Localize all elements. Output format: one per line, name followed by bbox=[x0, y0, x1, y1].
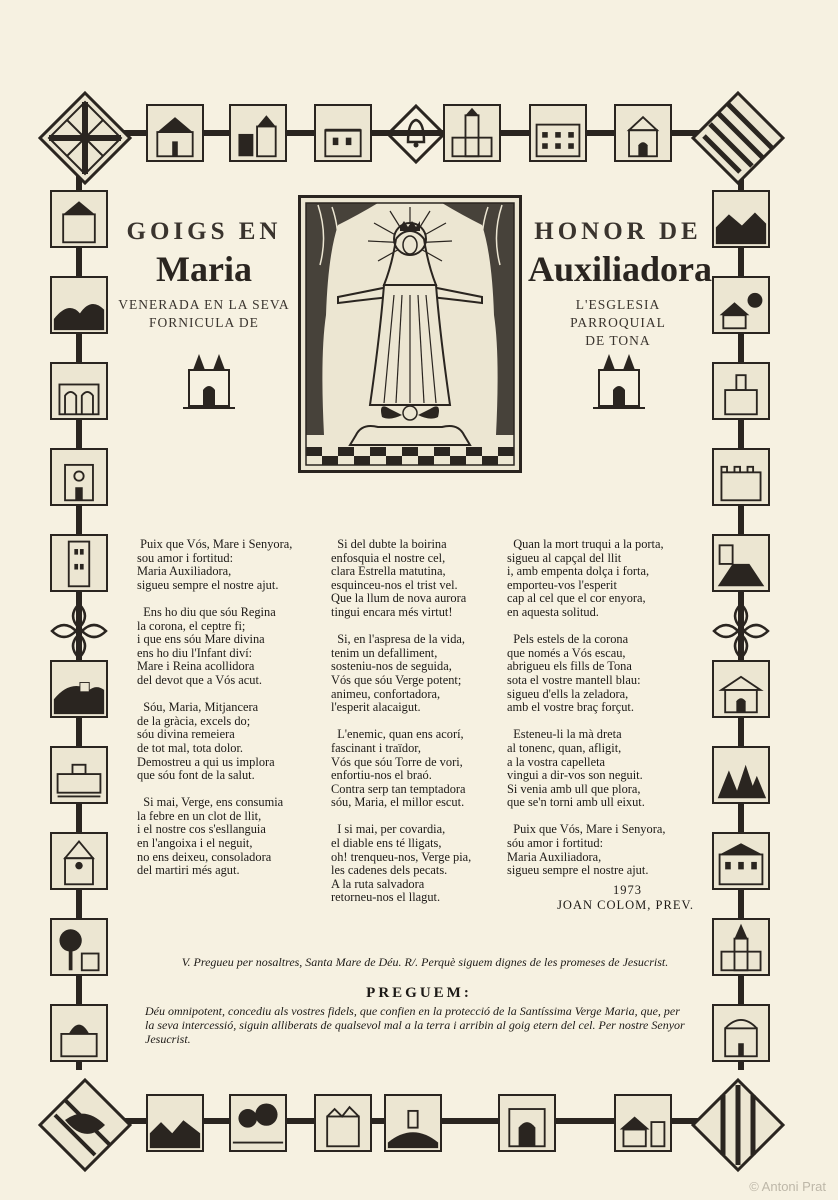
townhall-vignette-icon bbox=[712, 832, 770, 890]
chapel-vignette-icon bbox=[712, 362, 770, 420]
farmhouse-vignette-icon bbox=[712, 276, 770, 334]
signature-year: 1973 bbox=[613, 883, 642, 897]
chapel-vignette-icon bbox=[614, 104, 672, 162]
signature-author: JOAN COLOM, PREV. bbox=[557, 898, 694, 912]
farmstead-vignette-icon bbox=[614, 1094, 672, 1152]
title-fornicula: FORNICULA DE bbox=[149, 315, 259, 330]
versicle-response: V. Pregueu per nosaltres, Santa Mare de Déu. R/. Perquè siguem dignes de les promeses de Jesucrist. bbox=[181, 955, 669, 969]
title-tona: DE TONA bbox=[585, 333, 651, 348]
landscape-vignette-icon bbox=[50, 276, 108, 334]
tree-vignette-icon bbox=[50, 918, 108, 976]
bell-tower-vignette-icon bbox=[443, 104, 501, 162]
quatrefoil-ornament-icon bbox=[46, 598, 112, 664]
coat-of-arms-striped-icon bbox=[688, 88, 788, 188]
village-vignette-icon bbox=[229, 104, 287, 162]
coat-of-arms-icon bbox=[35, 88, 135, 188]
castle-vignette-icon bbox=[712, 448, 770, 506]
coat-of-arms-striped-icon bbox=[688, 1075, 788, 1175]
tower-vignette-icon bbox=[50, 534, 108, 592]
hill-church-vignette-icon bbox=[384, 1094, 442, 1152]
trees-vignette-icon bbox=[229, 1094, 287, 1152]
chapel-vignette-icon bbox=[50, 190, 108, 248]
title-left-block bbox=[112, 218, 296, 332]
sanctuary-vignette-icon bbox=[712, 1004, 770, 1062]
domed-church-vignette-icon bbox=[50, 1004, 108, 1062]
church-facade-vignette-icon bbox=[50, 448, 108, 506]
prayer-text: Déu omnipotent, concediu als vostres fidels, que confien en la protecció de la Santíssima Verge Maria, que, per la seva intercessió, siguin alliberats de qualsevol mal a la terra i arribin al goig etern del cel. Per nostre Senyor Jesucrist. bbox=[145, 1004, 685, 1046]
hillside-vignette-icon bbox=[50, 660, 108, 718]
church-drawing-icon bbox=[593, 350, 645, 410]
house-vignette-icon bbox=[314, 104, 372, 162]
title-maria: Maria bbox=[156, 249, 252, 289]
verse-column-3: Quan la mort truqui a la porta, sigueu al capçal del llit i, amb empenta dolça i forta, emporteu-vos l'esperit cap al cel que el cor enyora, en aquesta solitud. Pels estels de la corona que només a Vós escau, abrigueu els fills de Tona sota el vostre mantell blau: sigueu d'ells la zeladora, amb el vostre braç forçut. Esteneu-li la mà dreta al tonenc, quan, afligit, a la vostra capelleta vingui a dir-vos son neguit. Si venia amb ull que plora, que se'n torni amb ull eixut. Puix que Vós, Mare i Senyora, sóu amor i fortitud: Maria Auxiliadora, sigueu sempre el nostre ajut. bbox=[507, 537, 666, 878]
arch-gate-vignette-icon bbox=[498, 1094, 556, 1152]
verse-column-2: Si del dubte la boirina enfosquia el nostre cel, clara Estrella matutina, esquinceu-nos el trist vel. Que la llum de nova aurora tingui encara més virtut! Si, en l'aspresa de la vida, tenim un defalliment, sosteniu-nos de seguida, Vós que sóu Verge potent; animeu, confortadora, l'esperit alacaigut. L'enemic, quan ens acorí, fascinant i traïdor, Vós que sóu Torre de vori, enfortiu-nos el braó. Contra serp tan temptadora sóu, Maria, el millor escut. I si mai, per covardia, el diable ens té lligats, oh! trenqueu-nos, Verge pia, les cadenes dels pecats. A la ruta salvadora retorneu-nos el llagut. bbox=[331, 537, 472, 905]
title-right-block bbox=[528, 218, 713, 350]
title-esglesia: L'ESGLESIA PARROQUIAL bbox=[570, 297, 666, 330]
title-venerada: VENERADA EN LA SEVA bbox=[118, 297, 290, 312]
title-goigs-en: GOIGS EN bbox=[126, 218, 282, 245]
copyright-watermark: © Antoni Prat bbox=[749, 1179, 826, 1194]
church-vignette-icon bbox=[50, 832, 108, 890]
title-auxiliadora: Auxiliadora bbox=[528, 249, 713, 289]
virgin-mary-woodcut-image bbox=[298, 195, 522, 473]
hermitage-vignette-icon bbox=[712, 660, 770, 718]
ruins-vignette-icon bbox=[50, 362, 108, 420]
palace-vignette-icon bbox=[50, 746, 108, 804]
ruin-vignette-icon bbox=[314, 1094, 372, 1152]
quatrefoil-ornament-icon bbox=[708, 598, 774, 664]
church-drawing-icon bbox=[183, 350, 235, 410]
building-vignette-icon bbox=[529, 104, 587, 162]
gothic-church-vignette-icon bbox=[712, 918, 770, 976]
coat-of-arms-icon bbox=[35, 1075, 135, 1175]
rooftops-vignette-icon bbox=[712, 190, 770, 248]
title-honor-de: HONOR DE bbox=[534, 218, 702, 245]
church-vignette-icon bbox=[146, 104, 204, 162]
bell-ornament-icon bbox=[384, 102, 448, 166]
street-vignette-icon bbox=[712, 534, 770, 592]
village-vignette-icon bbox=[146, 1094, 204, 1152]
forest-vignette-icon bbox=[712, 746, 770, 804]
verse-column-1: Puix que Vós, Mare i Senyora, sou amor i fortitud: Maria Auxiliadora, sigueu sempre el nostre ajut. Ens ho diu que sóu Regina la corona, el ceptre fi; i que ens sóu Mare divina ens ho diu l'Infant diví: Mare i Reina acollidora del devot que a Vós acut. Sóu, Maria, Mitjancera de la gràcia, excels do; sóu divina remeiera de tot mal, tota dolor. Demostreu a qui us implora que sóu font de la salut. Si mai, Verge, ens consumia la febre en un clot de llit, i el nostre cos s'esllanguia en l'angoixa i el neguit, no ens deixeu, consoladora del martiri més agut. bbox=[137, 537, 293, 878]
preguem-heading: PREGUEM: bbox=[366, 985, 472, 1001]
